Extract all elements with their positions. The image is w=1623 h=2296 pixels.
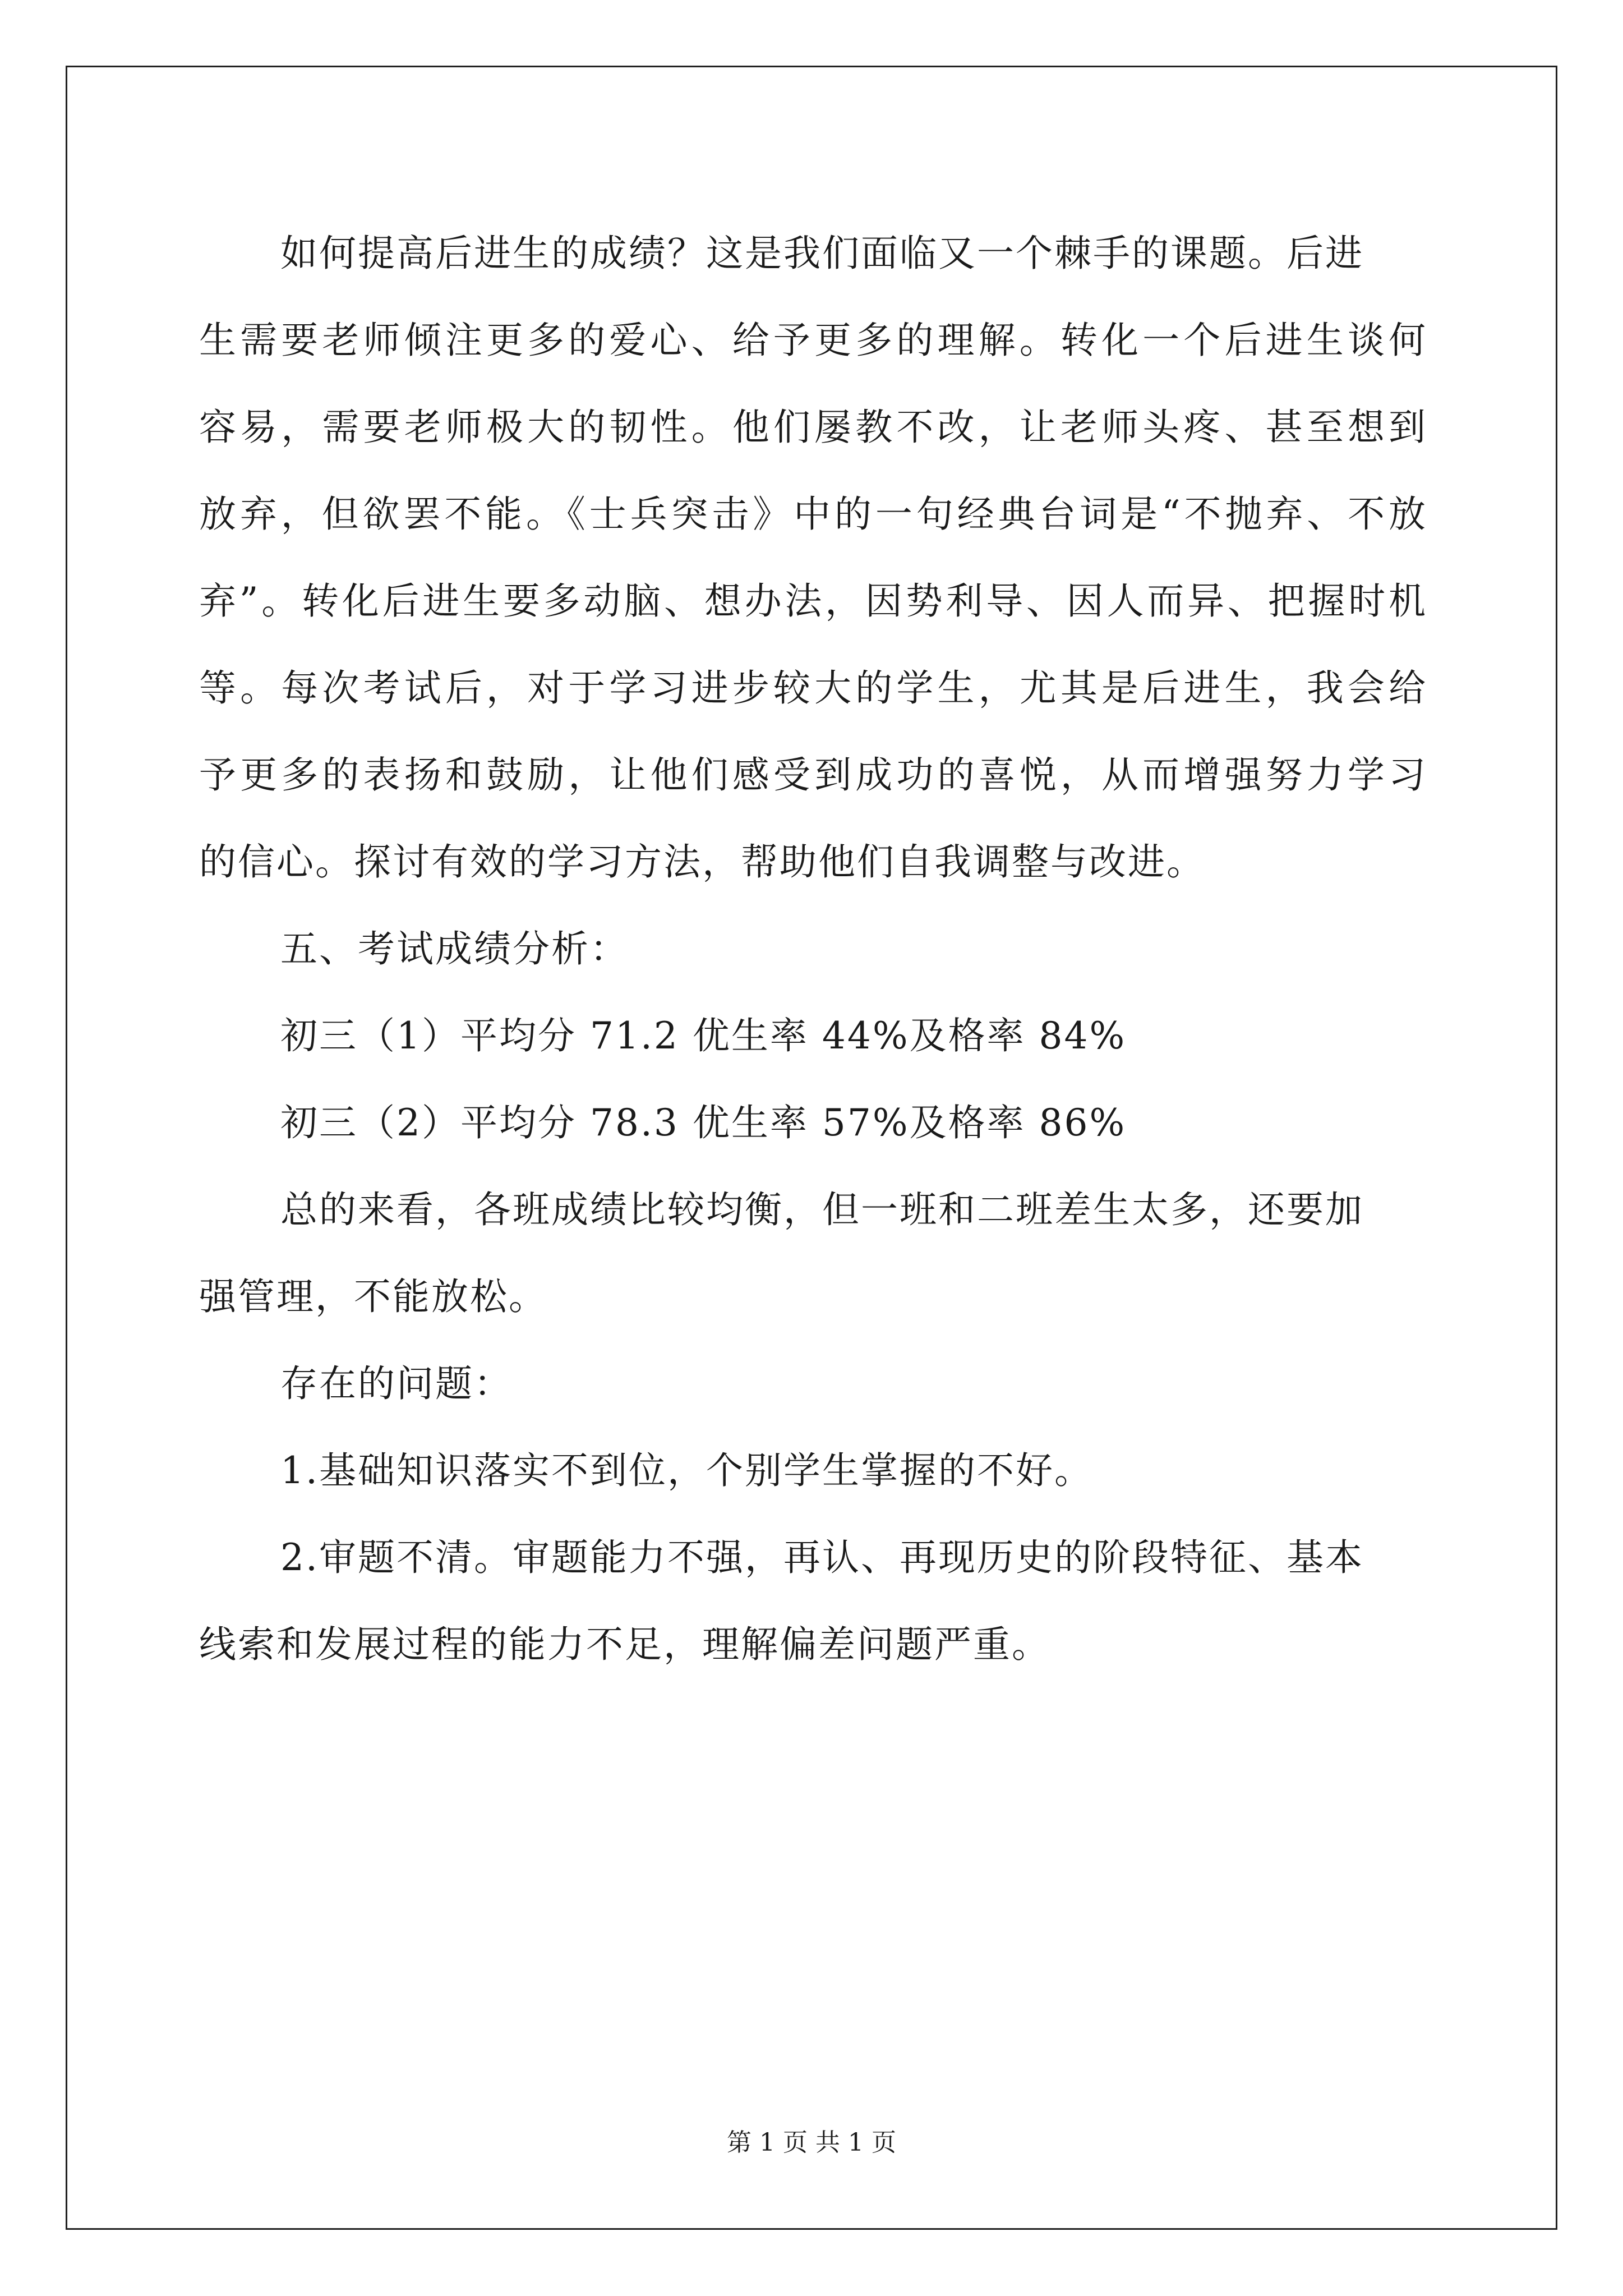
text-line: 总的来看，各班成绩比较均衡，但一班和二班差生太多，还要加 xyxy=(280,1188,1364,1231)
text-line: 如何提高后进生的成绩？这是我们面临又一个棘手的课题。后进 xyxy=(280,232,1364,275)
page-footer: 第 1 页 共 1 页 xyxy=(727,2128,896,2157)
text-line: 的信心。探讨有效的学习方法，帮助他们自我调整与改进。 xyxy=(199,840,1205,884)
text-line: 弃”。转化后进生要多动脑、想办法，因势利导、因人而异、把握时机 xyxy=(199,579,1427,623)
list-item: 2.审题不清。审题能力不强，再认、再现历史的阶段特征、基本 xyxy=(280,1536,1364,1579)
text-line: 等。每次考试后，对于学习进步较大的学生，尤其是后进生，我会给 xyxy=(199,666,1427,710)
text-line: 予更多的表扬和鼓励，让他们感受到成功的喜悦，从而增强努力学习 xyxy=(199,753,1427,797)
text-line: 生需要老师倾注更多的爱心、给予更多的理解。转化一个后进生谈何 xyxy=(199,319,1427,362)
list-item-continuation: 线索和发展过程的能力不足，理解偏差问题严重。 xyxy=(199,1623,1050,1666)
text-line: 强管理，不能放松。 xyxy=(199,1275,547,1318)
subheading: 存在的问题： xyxy=(280,1362,513,1405)
score-line-class-1: 初三（1）平均分 71.2 优生率 44%及格率 84% xyxy=(280,1014,1127,1057)
list-item: 1.基础知识落实不到位，个别学生掌握的不好。 xyxy=(280,1449,1093,1492)
page-border xyxy=(66,66,1557,2230)
score-line-class-2: 初三（2）平均分 78.3 优生率 57%及格率 86% xyxy=(280,1101,1127,1144)
text-line: 容易，需要老师极大的韧性。他们屡教不改，让老师头疼、甚至想到 xyxy=(199,406,1427,449)
section-heading: 五、考试成绩分析： xyxy=(280,927,629,970)
text-line: 放弃，但欲罢不能。《士兵突击》中的一句经典台词是“不抛弃、不放 xyxy=(199,493,1427,536)
